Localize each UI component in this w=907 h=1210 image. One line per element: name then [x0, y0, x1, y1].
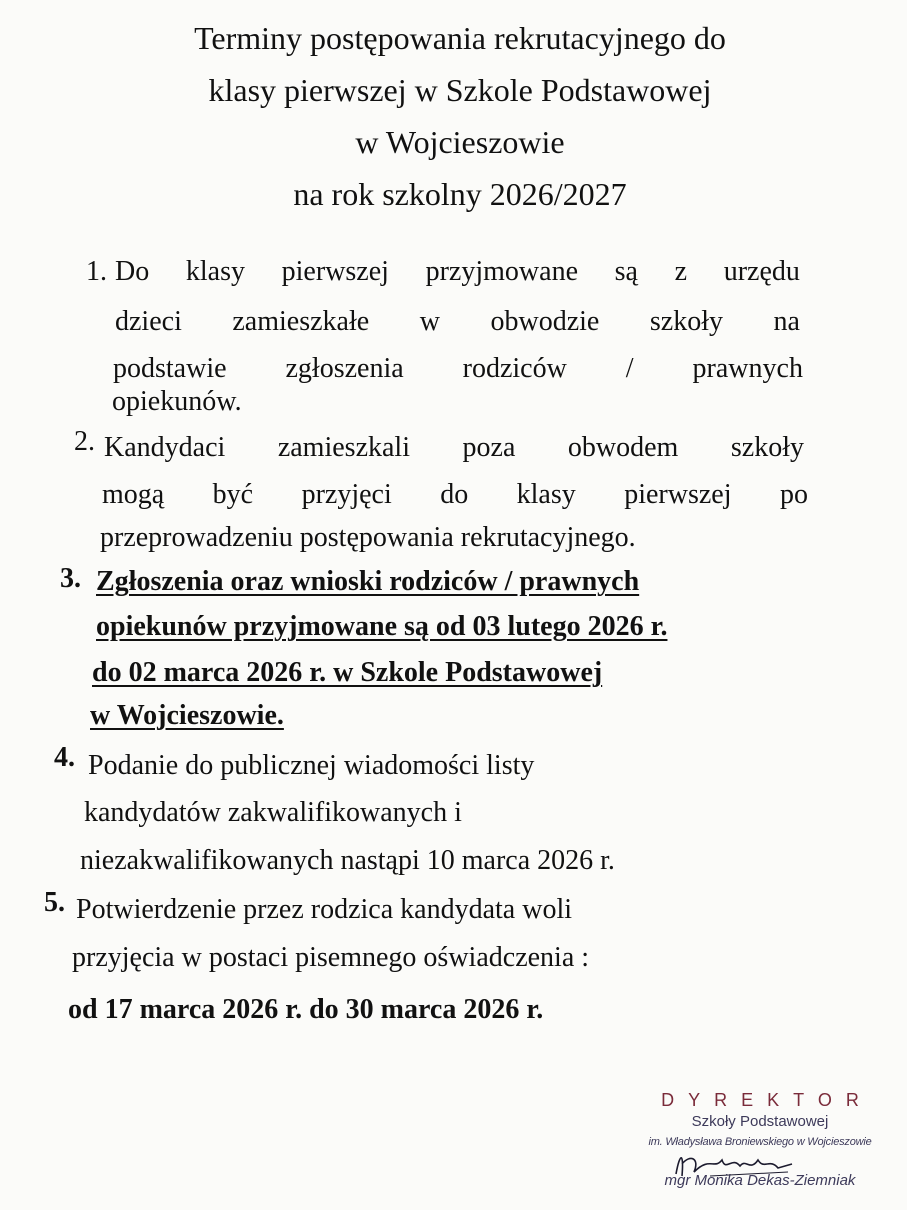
item-line: Potwierdzenie przez rodzica kandydata woli — [76, 894, 573, 925]
item-line: mogą być przyjęci do klasy pierwszej po — [102, 479, 808, 510]
item-number: 2. — [74, 426, 95, 457]
item-line: Zgłoszenia oraz wnioski rodziców / prawnych — [96, 566, 640, 597]
item-line: kandydatów zakwalifikowanych i — [84, 797, 462, 828]
signature-area — [630, 1150, 890, 1190]
document-title — [60, 12, 860, 220]
item-line: przeprowadzeniu postępowania rekrutacyjnego. — [100, 522, 636, 553]
item-number: 5. — [44, 887, 65, 918]
stamp-patron: im. Władysława Broniewskiego w Wojcieszowie — [648, 1136, 872, 1148]
title-line-3: w Wojcieszowie — [355, 124, 565, 160]
item-line: opiekunów przyjmowane są od 03 lutego 2026 r. — [96, 611, 668, 642]
item-line: niezakwalifikowanych nastąpi 10 marca 2026 r. — [80, 845, 615, 876]
stamp-school: Szkoły Podstawowej — [691, 1113, 829, 1130]
title-line-1: Terminy postępowania rekrutacyjnego do — [194, 20, 726, 56]
item-line: od 17 marca 2026 r. do 30 marca 2026 r. — [68, 994, 544, 1025]
item-line: Podanie do publicznej wiadomości listy — [88, 750, 535, 781]
item-line: Kandydaci zamieszkali poza obwodem szkoły — [104, 432, 804, 463]
item-line: przyjęcia w postaci pisemnego oświadczenia : — [72, 942, 590, 973]
title-line-4: na rok szkolny 2026/2027 — [293, 176, 627, 212]
item-line: podstawie zgłoszenia rodziców / prawnych — [113, 353, 803, 384]
item-line: opiekunów. — [112, 386, 242, 417]
item-line: do 02 marca 2026 r. w Szkole Podstawowej — [92, 657, 603, 688]
item-line: w Wojcieszowie. — [90, 700, 284, 731]
item-number: 3. — [60, 563, 81, 594]
item-number: 1. — [86, 256, 107, 287]
title-line-2: klasy pierwszej w Szkole Podstawowej — [208, 72, 712, 108]
item-line: Do klasy pierwszej przyjmowane są z urzędu — [115, 256, 800, 287]
stamp-name: mgr Monika Dekas-Ziemniak — [664, 1172, 856, 1189]
stamp-title: DYREKTOR — [661, 1090, 873, 1110]
item-number: 4. — [54, 742, 75, 773]
director-stamp — [630, 1090, 890, 1190]
item-line: dzieci zamieszkałe w obwodzie szkoły na — [115, 306, 800, 337]
